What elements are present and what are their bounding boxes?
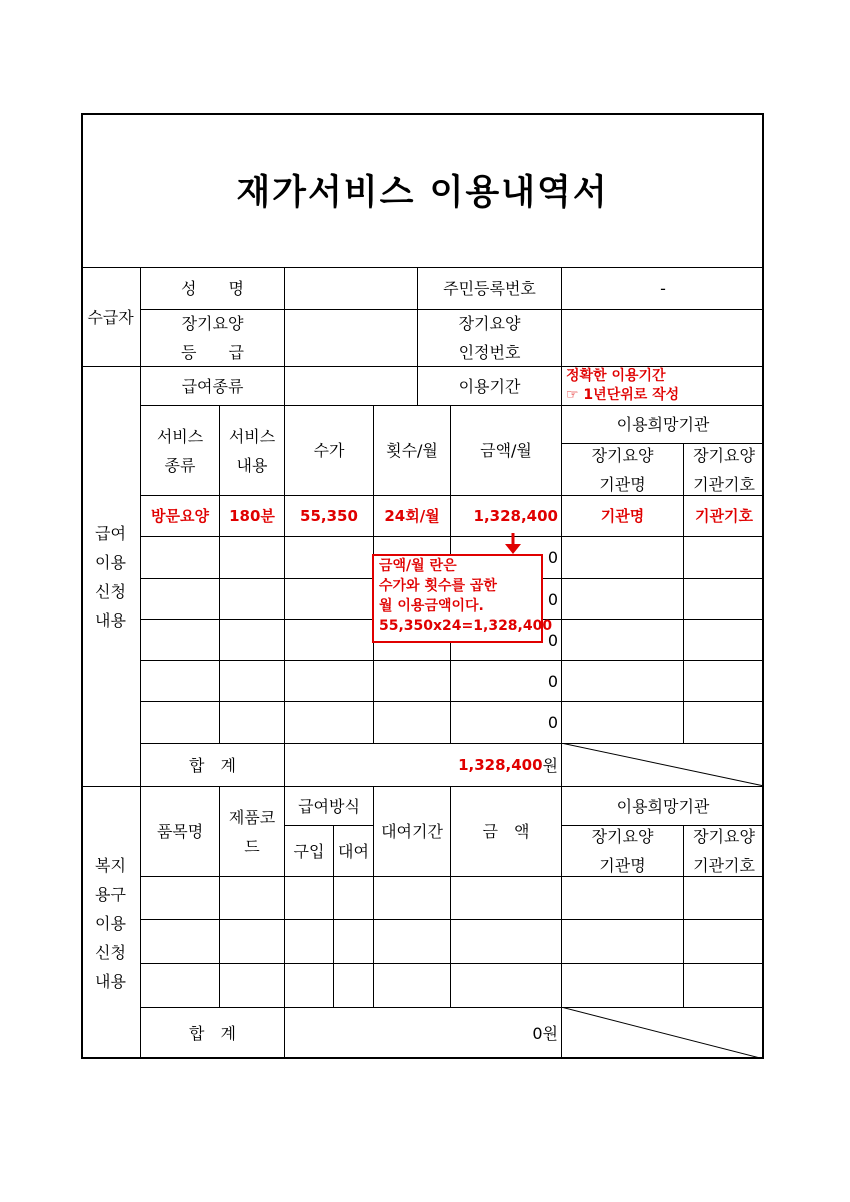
rrn-field-text: - bbox=[660, 279, 666, 298]
header-item-name-text: 품목명 bbox=[156, 822, 204, 841]
welfare-row-rental[interactable] bbox=[333, 963, 373, 1007]
row-count[interactable] bbox=[373, 660, 450, 701]
period-label-text: 이용기간 bbox=[458, 376, 521, 396]
header-inst-name-line-2: 기관명 bbox=[599, 474, 646, 494]
note-line-2: 수가와 횟수를 곱한 bbox=[379, 578, 497, 594]
row-inst-name[interactable] bbox=[561, 619, 683, 660]
benefit-section-label-line-2: 이용 bbox=[95, 552, 126, 572]
header-rental-text: 대여 bbox=[338, 841, 369, 861]
welfare-total-label bbox=[140, 1007, 284, 1059]
row-fee[interactable] bbox=[284, 536, 373, 578]
row-inst-code[interactable] bbox=[683, 536, 764, 578]
welfare-row-rental[interactable] bbox=[333, 919, 373, 963]
header-service-content-line-1: 서비스 bbox=[228, 426, 276, 446]
benefit-type-label-text: 급여종류 bbox=[181, 376, 244, 396]
benefit-total-unit: 원 bbox=[542, 755, 558, 775]
row-service-type[interactable] bbox=[140, 536, 219, 578]
welfare-row-item[interactable] bbox=[140, 919, 219, 963]
header-product-code-line-1: 제품코 bbox=[228, 807, 276, 827]
welfare-total-label-text: 합 계 bbox=[189, 1024, 236, 1043]
welfare-row-inst-code[interactable] bbox=[683, 963, 764, 1007]
header-welfare-inst-name-line-1: 장기요양 bbox=[591, 827, 654, 846]
welfare-row-period[interactable] bbox=[373, 876, 450, 919]
row-inst-code[interactable] bbox=[683, 619, 764, 660]
row-amount[interactable] bbox=[450, 701, 561, 743]
row-fee[interactable] bbox=[284, 495, 373, 536]
row-inst-name[interactable] bbox=[561, 701, 683, 743]
row-service-type[interactable] bbox=[140, 660, 219, 701]
row-content[interactable] bbox=[219, 660, 284, 701]
header-welfare-amount-text: 금 액 bbox=[482, 822, 530, 841]
rrn-field[interactable] bbox=[561, 267, 764, 309]
grade-label-line-1: 장기요양 bbox=[181, 314, 244, 333]
benefit-section-label bbox=[81, 366, 140, 786]
header-welfare-inst-code bbox=[683, 825, 764, 876]
cert-field[interactable] bbox=[561, 309, 764, 366]
row-inst-name-text: 기관명 bbox=[600, 506, 645, 525]
row-content[interactable] bbox=[219, 701, 284, 743]
header-welfare-inst-code-line-2: 기관기호 bbox=[693, 856, 755, 875]
recipient-section-label bbox=[81, 267, 140, 366]
recipient-section-label-text: 수급자 bbox=[87, 307, 134, 327]
row-service-type-text: 방문요양 bbox=[151, 506, 209, 525]
row-inst-name[interactable] bbox=[561, 495, 683, 536]
welfare-total-value bbox=[284, 1007, 561, 1059]
page-title: 재가서비스 이용내역서 bbox=[236, 172, 609, 213]
row-service-type[interactable] bbox=[140, 495, 219, 536]
grade-field[interactable] bbox=[284, 309, 417, 366]
rrn-label bbox=[417, 267, 561, 309]
benefit-total-value bbox=[284, 743, 561, 786]
welfare-row-code[interactable] bbox=[219, 919, 284, 963]
header-inst-code-line-1: 장기요양 bbox=[693, 445, 755, 465]
row-fee[interactable] bbox=[284, 660, 373, 701]
row-amount[interactable] bbox=[450, 660, 561, 701]
note-line-4: 55,350x24=1,328,400 bbox=[379, 618, 553, 634]
row-content[interactable] bbox=[219, 619, 284, 660]
cert-label bbox=[417, 309, 561, 366]
benefit-total-diagonal bbox=[561, 743, 764, 786]
welfare-section-label-line-5: 내용 bbox=[95, 971, 126, 991]
row-amount-text: 0 bbox=[547, 671, 558, 691]
cert-label-line-2: 인정번호 bbox=[458, 343, 521, 362]
row-inst-name[interactable] bbox=[561, 660, 683, 701]
name-label-text: 성 명 bbox=[181, 279, 244, 298]
header-service-content bbox=[219, 405, 284, 495]
welfare-row-amount[interactable] bbox=[450, 876, 561, 919]
benefit-section-label-line-1: 급여 bbox=[95, 523, 126, 543]
name-label bbox=[140, 267, 284, 309]
down-arrow-icon bbox=[503, 533, 523, 555]
header-welfare-institution-text: 이용희망기관 bbox=[616, 796, 710, 816]
benefit-total-label bbox=[140, 743, 284, 786]
header-purchase bbox=[284, 825, 333, 876]
amount-note-callout bbox=[372, 554, 553, 643]
header-inst-code-line-2: 기관기호 bbox=[693, 474, 755, 494]
row-amount-text: 0 bbox=[547, 589, 558, 609]
header-welfare-amount bbox=[450, 786, 561, 876]
header-welfare-inst-name-line-2: 기관명 bbox=[599, 856, 646, 875]
header-product-code bbox=[219, 786, 284, 876]
row-amount[interactable] bbox=[450, 495, 561, 536]
cert-label-line-1: 장기요양 bbox=[458, 314, 521, 333]
row-inst-code-text: 기관기호 bbox=[695, 506, 753, 525]
row-fee[interactable] bbox=[284, 619, 373, 660]
header-institution-text: 이용희망기관 bbox=[616, 415, 710, 434]
header-inst-name bbox=[561, 443, 683, 495]
welfare-row-code[interactable] bbox=[219, 876, 284, 919]
welfare-row-item[interactable] bbox=[140, 963, 219, 1007]
note-line-3: 월 이용금액이다. bbox=[379, 598, 484, 614]
header-fee bbox=[284, 405, 373, 495]
welfare-total-value-text: 0원 bbox=[532, 1024, 558, 1043]
header-welfare-inst-name bbox=[561, 825, 683, 876]
header-method bbox=[284, 786, 373, 825]
welfare-row-amount[interactable] bbox=[450, 919, 561, 963]
row-service-type[interactable] bbox=[140, 701, 219, 743]
welfare-row-purchase[interactable] bbox=[284, 919, 333, 963]
welfare-row-code[interactable] bbox=[219, 963, 284, 1007]
welfare-row-period[interactable] bbox=[373, 919, 450, 963]
welfare-row-purchase[interactable] bbox=[284, 876, 333, 919]
row-amount-text: 1,328,400 bbox=[473, 506, 558, 525]
grade-label bbox=[140, 309, 284, 366]
header-count bbox=[373, 405, 450, 495]
welfare-section-label-line-2: 용구 bbox=[95, 884, 126, 904]
header-method-text: 급여방식 bbox=[298, 796, 360, 816]
welfare-section-label-line-4: 신청 bbox=[95, 942, 126, 962]
header-welfare-inst-code-line-1: 장기요양 bbox=[693, 827, 755, 846]
welfare-row-purchase[interactable] bbox=[284, 963, 333, 1007]
benefit-type-field[interactable] bbox=[284, 366, 417, 405]
row-fee-text: 55,350 bbox=[300, 506, 358, 525]
header-inst-code bbox=[683, 443, 764, 495]
welfare-section-label-line-3: 이용 bbox=[95, 913, 126, 933]
note-line-1: 금액/월 란은 bbox=[379, 558, 457, 574]
welfare-total-diagonal bbox=[561, 1007, 764, 1059]
benefit-section-label-line-3: 신청 bbox=[95, 581, 126, 601]
header-rental-period bbox=[373, 786, 450, 876]
row-count[interactable] bbox=[373, 701, 450, 743]
row-inst-name[interactable] bbox=[561, 578, 683, 619]
header-amount bbox=[450, 405, 561, 495]
header-inst-name-line-1: 장기요양 bbox=[591, 445, 654, 465]
header-count-text: 횟수/월 bbox=[386, 441, 438, 460]
row-fee[interactable] bbox=[284, 701, 373, 743]
welfare-row-inst-code[interactable] bbox=[683, 919, 764, 963]
header-rental bbox=[333, 825, 373, 876]
header-item-name bbox=[140, 786, 219, 876]
welfare-row-amount[interactable] bbox=[450, 963, 561, 1007]
row-count[interactable] bbox=[373, 495, 450, 536]
name-field[interactable] bbox=[284, 267, 417, 309]
period-hint bbox=[566, 367, 679, 405]
benefit-section-label-line-4: 내용 bbox=[95, 610, 126, 630]
row-count-text: 24회/월 bbox=[384, 506, 440, 525]
welfare-row-inst-name[interactable] bbox=[561, 963, 683, 1007]
row-fee[interactable] bbox=[284, 578, 373, 619]
welfare-section-label-line-1: 복지 bbox=[95, 855, 126, 875]
period-hint-line-1: 정확한 이용기간 bbox=[566, 368, 666, 384]
row-amount-text: 0 bbox=[547, 713, 558, 732]
header-fee-text: 수가 bbox=[313, 441, 345, 460]
row-inst-code[interactable] bbox=[683, 701, 764, 743]
row-amount-text: 0 bbox=[547, 548, 558, 567]
row-content[interactable] bbox=[219, 536, 284, 578]
row-amount-text: 0 bbox=[547, 630, 558, 650]
welfare-row-rental[interactable] bbox=[333, 876, 373, 919]
welfare-row-inst-name[interactable] bbox=[561, 919, 683, 963]
benefit-total-label-text: 합 계 bbox=[189, 755, 236, 775]
period-hint-line-2: ☞ 1년단위로 작성 bbox=[566, 387, 680, 403]
row-service-type[interactable] bbox=[140, 619, 219, 660]
rrn-label-text: 주민등록번호 bbox=[443, 279, 536, 298]
grade-label-line-2: 등 급 bbox=[181, 343, 244, 362]
welfare-row-item[interactable] bbox=[140, 876, 219, 919]
benefit-total-amount: 1,328,400 bbox=[458, 755, 543, 774]
header-institution bbox=[561, 405, 764, 443]
welfare-row-inst-code[interactable] bbox=[683, 876, 764, 919]
header-amount-text: 금액/월 bbox=[480, 441, 532, 460]
row-content[interactable] bbox=[219, 578, 284, 619]
benefit-type-label bbox=[140, 366, 284, 405]
period-label bbox=[417, 366, 561, 405]
header-service-type-line-1: 서비스 bbox=[156, 426, 204, 446]
header-service-content-line-2: 내용 bbox=[236, 455, 268, 475]
row-content[interactable] bbox=[219, 495, 284, 536]
header-purchase-text: 구입 bbox=[293, 841, 325, 861]
header-rental-period-text: 대여기간 bbox=[381, 822, 443, 841]
welfare-row-period[interactable] bbox=[373, 963, 450, 1007]
row-inst-code[interactable] bbox=[683, 578, 764, 619]
row-inst-code[interactable] bbox=[683, 660, 764, 701]
header-service-type bbox=[140, 405, 219, 495]
row-inst-code[interactable] bbox=[683, 495, 764, 536]
row-inst-name[interactable] bbox=[561, 536, 683, 578]
welfare-row-inst-name[interactable] bbox=[561, 876, 683, 919]
welfare-section-label bbox=[81, 786, 140, 1059]
header-product-code-line-2: 드 bbox=[244, 836, 260, 856]
header-welfare-institution bbox=[561, 786, 764, 825]
row-content-text: 180분 bbox=[229, 506, 275, 525]
header-service-type-line-2: 종류 bbox=[164, 455, 196, 475]
row-service-type[interactable] bbox=[140, 578, 219, 619]
